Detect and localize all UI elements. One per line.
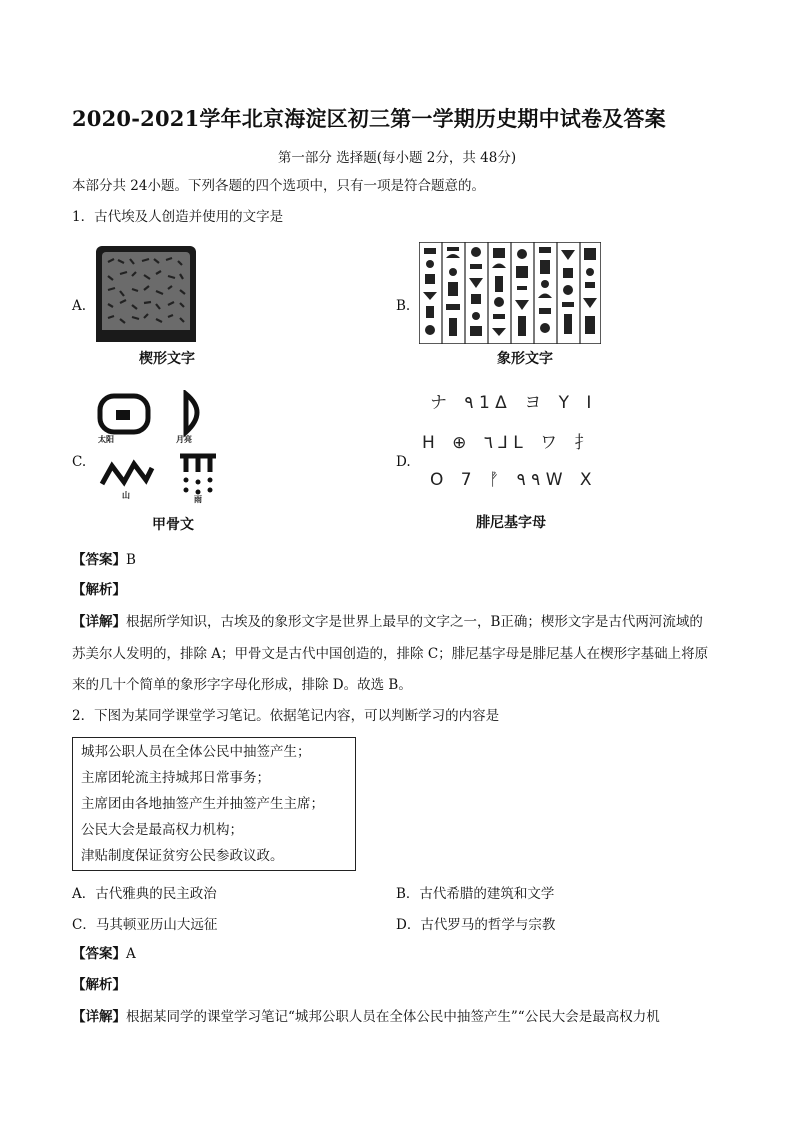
q2-note-2: 主席团轮流主持城邦日常事务；: [81, 770, 270, 786]
q1-option-c-caption: 甲骨文: [152, 517, 194, 533]
q1-option-c-label: C.: [72, 454, 87, 470]
q1-detail-text-1: 根据所学知识，古埃及的象形文字是世界上最早的文字之一，B正确；楔形文字是古代两河流域的: [126, 614, 703, 630]
q1-option-d-caption: 腓尼基字母: [476, 515, 546, 531]
q1-answer: [72, 550, 136, 570]
page-title: 2020-2021学年北京海淀区初三第一学期历史期中试卷及答案: [72, 106, 666, 131]
q2-answer-value: A: [126, 946, 136, 962]
oracle-moon-label: 月亮: [176, 434, 192, 444]
phoenician-row-2: H ⊕ ٦ ⅃ L ワ ⺘: [422, 433, 598, 453]
q2-detail-text: 根据某同学的课堂学习笔记“城邦公职人员在全体公民中抽签产生”“公民大会是最高权力机: [126, 1009, 660, 1025]
q1-option-b-label: B.: [396, 298, 411, 314]
section-heading: 第一部分 选择题(每小题 2分，共 48分): [277, 150, 517, 166]
oracle-sun-label: 太阳: [98, 434, 114, 444]
hieroglyph-image: [419, 242, 601, 344]
q1-detail-line-1: [72, 612, 703, 632]
oracle-mountain-label: 山: [122, 490, 130, 500]
q1-detail-tag: 【详解】: [72, 614, 126, 630]
q2-detail-line-1: [72, 1007, 660, 1027]
oracle-bone-icon: [96, 390, 226, 502]
q1-detail-line-2: 苏美尔人发明的，排除 A；甲骨文是古代中国创造的，排除 C；腓尼基字母是腓尼基人在楔形字基础上将原: [72, 646, 709, 662]
instruction-text: 本部分共 24小题。下列各题的四个选项中，只有一项是符合题意的。: [72, 178, 485, 194]
q2-choice-a: A．古代雅典的民主政治: [72, 886, 217, 902]
q2-analysis-tag: 【解析】: [72, 977, 126, 993]
q2-note-5: 津贴制度保证贫穷公民参政议政。: [81, 848, 284, 864]
q2-answer-tag: 【答案】: [72, 946, 126, 962]
q1-option-a-caption: 楔形文字: [139, 351, 195, 367]
q2-note-3: 主席团由各地抽签产生并抽签产生主席；: [81, 796, 324, 812]
q2-note-4: 公民大会是最高权力机构；: [81, 822, 243, 838]
q2-note-1: 城邦公职人员在全体公民中抽签产生；: [81, 744, 311, 760]
q2-choice-c: C．马其顿亚历山大远征: [72, 917, 218, 933]
q2-choice-d: D．古代罗马的哲学与宗教: [396, 917, 556, 933]
q2-stem: 2．下图为某同学课堂学习笔记。依据笔记内容，可以判断学习的内容是: [72, 708, 500, 724]
oracle-rain-label: 雨: [194, 494, 202, 504]
q2-notes-box: [72, 737, 356, 871]
q2-detail-tag: 【详解】: [72, 1009, 126, 1025]
q2-answer: [72, 944, 136, 964]
q1-stem: 1．古代埃及人创造并使用的文字是: [72, 209, 284, 225]
hieroglyph-icon: [419, 242, 601, 344]
q1-analysis-tag: 【解析】: [72, 582, 126, 598]
q1-answer-value: B: [126, 552, 136, 568]
q1-answer-tag: 【答案】: [72, 552, 126, 568]
phoenician-row-1: ナ ٩ 1 Δ ヨ Y I: [430, 393, 598, 413]
cuneiform-tablet-image: [96, 246, 196, 342]
cuneiform-tablet-icon: [96, 246, 196, 342]
oracle-bone-image: [96, 390, 226, 502]
q1-option-b-caption: 象形文字: [497, 351, 553, 367]
q1-option-a-label: A.: [72, 298, 87, 314]
q1-detail-line-3: 来的几十个简单的象形字字母化形成，排除 D。故选 B。: [72, 677, 412, 693]
q2-choice-b: B．古代希腊的建筑和文学: [396, 886, 555, 902]
q1-option-d-label: D.: [396, 454, 411, 470]
phoenician-row-3: O 7 ᚡ ٩ ٩ W X: [430, 470, 598, 490]
